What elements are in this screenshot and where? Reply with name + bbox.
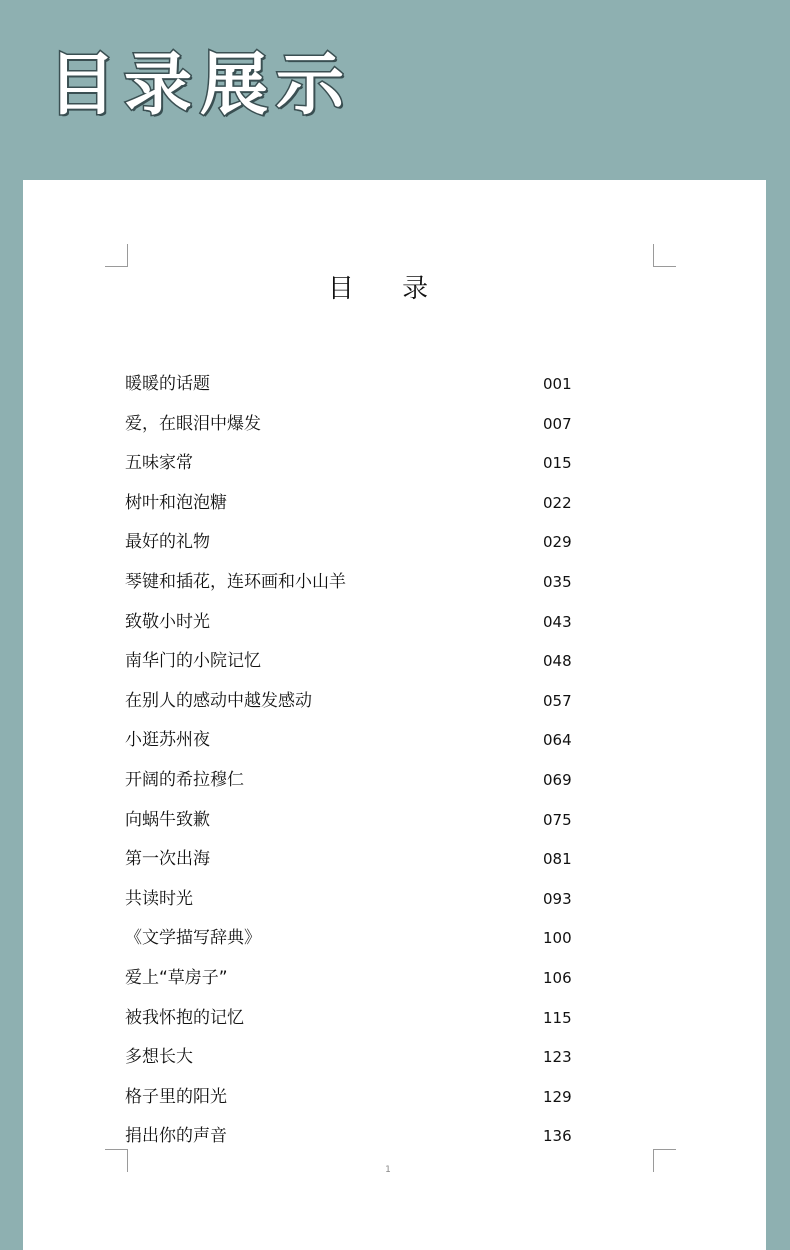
- toc-entry: [125, 1043, 585, 1083]
- toc-entry-page: 100: [543, 929, 572, 948]
- toc-entry-title: 爱上“草房子”: [125, 967, 228, 988]
- toc-entry-page: 048: [543, 652, 572, 671]
- toc-entry: [125, 410, 585, 450]
- toc-entry: [125, 726, 585, 766]
- toc-entry: [125, 608, 585, 648]
- toc-entry-page: 075: [543, 810, 572, 829]
- toc-entry: [125, 964, 585, 1004]
- toc-list: [125, 370, 585, 1162]
- toc-entry: [125, 449, 585, 489]
- toc-entry: [125, 806, 585, 846]
- toc-entry: [125, 528, 585, 568]
- toc-entry-title: 小逛苏州夜: [125, 730, 210, 751]
- page-number: 1: [385, 1165, 391, 1175]
- toc-entry: [125, 568, 585, 608]
- toc-entry-title: 五味家常: [125, 453, 193, 474]
- toc-entry-page: 069: [543, 770, 572, 789]
- toc-entry: [125, 687, 585, 727]
- toc-entry-page: 129: [543, 1087, 572, 1106]
- toc-entry-title: 在别人的感动中越发感动: [125, 690, 312, 711]
- crop-mark-top-left: [105, 244, 128, 267]
- toc-entry-title: 致敬小时光: [125, 611, 210, 632]
- toc-entry-page: 001: [543, 375, 572, 393]
- document-page: [23, 180, 766, 1250]
- toc-entry-page: 035: [543, 572, 572, 591]
- toc-entry: [125, 1083, 585, 1123]
- crop-mark-top-right: [653, 244, 676, 267]
- toc-entry: [125, 845, 585, 885]
- toc-entry-title: 共读时光: [125, 888, 193, 909]
- toc-entry-page: 029: [543, 533, 572, 552]
- toc-entry-title: 格子里的阳光: [125, 1086, 227, 1107]
- toc-entry-page: 057: [543, 691, 572, 710]
- toc-entry: [125, 924, 585, 964]
- toc-entry-title: 被我怀抱的记忆: [125, 1007, 244, 1028]
- toc-entry-title: 南华门的小院记忆: [125, 651, 261, 672]
- toc-entry: [125, 370, 585, 410]
- toc-entry-title: 多想长大: [125, 1047, 193, 1068]
- toc-entry-title: 《文学描写辞典》: [125, 928, 261, 949]
- toc-entry-title: 琴键和插花，连环画和小山羊: [125, 571, 346, 592]
- toc-entry: [125, 489, 585, 529]
- toc-entry-page: 043: [543, 612, 572, 631]
- toc-entry-page: 136: [543, 1127, 572, 1146]
- toc-entry-page: 106: [543, 968, 572, 987]
- toc-entry-title: 第一次出海: [125, 849, 210, 870]
- banner-title: 目录展示: [48, 46, 353, 125]
- toc-entry-page: 115: [543, 1008, 572, 1027]
- toc-entry-page: 022: [543, 493, 572, 512]
- toc-entry: [125, 766, 585, 806]
- toc-heading: 目 录: [327, 274, 449, 304]
- banner: [0, 0, 790, 180]
- toc-entry: [125, 647, 585, 687]
- toc-entry: [125, 1004, 585, 1044]
- toc-entry: [125, 1122, 585, 1162]
- toc-entry: [125, 885, 585, 925]
- toc-entry-page: 015: [543, 454, 572, 473]
- toc-entry-page: 123: [543, 1048, 572, 1067]
- toc-entry-title: 捐出你的声音: [125, 1126, 227, 1147]
- toc-entry-title: 开阔的希拉穆仁: [125, 769, 244, 790]
- toc-entry-page: 064: [543, 731, 572, 750]
- toc-entry-title: 树叶和泡泡糖: [125, 492, 227, 513]
- toc-entry-title: 向蜗牛致歉: [125, 809, 210, 830]
- toc-entry-page: 093: [543, 889, 572, 908]
- toc-entry-page: 081: [543, 850, 572, 869]
- toc-entry-title: 最好的礼物: [125, 532, 210, 553]
- toc-entry-title: 爱，在眼泪中爆发: [125, 413, 261, 434]
- toc-entry-page: 007: [543, 414, 572, 433]
- toc-entry-title: 暖暖的话题: [125, 374, 210, 394]
